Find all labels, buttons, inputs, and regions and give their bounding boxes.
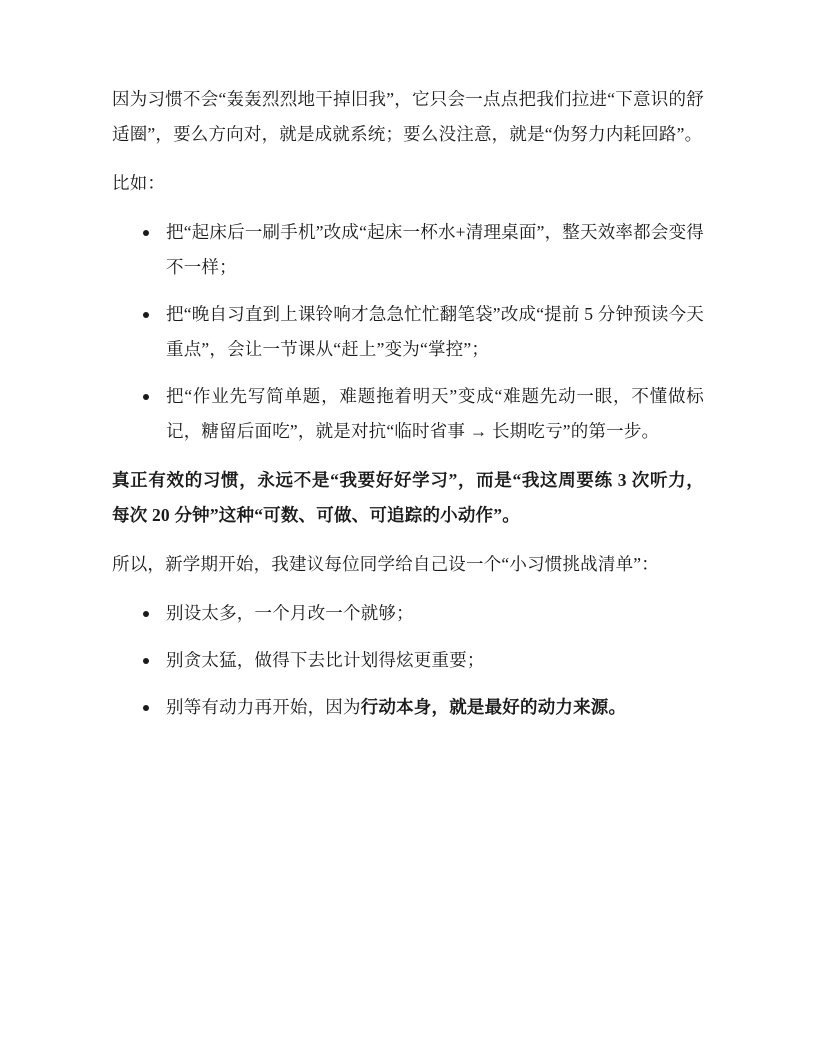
list-item: 别设太多，一个月改一个就够； xyxy=(112,596,704,631)
document-body xyxy=(112,82,704,739)
paragraph-emphasis: 真正有效的习惯，永远不是“我要好好学习”，而是“我这周要练 3 次听力，每次 20 分钟”这种“可数、可做、可追踪的小动作”。 xyxy=(112,470,704,525)
list-item-text: 别等有动力再开始，因为 xyxy=(166,697,361,717)
list-item: 把“作业先写简单题，难题拖着明天”变成“难题先动一眼，不懂做标记，糖留后面吃”，就是对抗“临时省事 → 长期吃亏”的第一步。 xyxy=(112,379,704,449)
list-item-mixed xyxy=(112,690,704,725)
paragraph-1: 因为习惯不会“轰轰烈烈地干掉旧我”，它只会一点点把我们拉进“下意识的舒适圈”，要么方向对，就是成就系统；要么没注意，就是“伪努力内耗回路”。 xyxy=(112,89,704,144)
paragraph-2: 比如： xyxy=(112,173,166,193)
bullet-list-2 xyxy=(112,596,704,725)
list-item: 把“晚自习直到上课铃响才急急忙忙翻笔袋”改成“提前 5 分钟预读今天重点”，会让一节课从“赶上”变为“掌控”； xyxy=(112,297,704,367)
list-item: 把“起床后一刷手机”改成“起床一杯水+清理桌面”，整天效率都会变得不一样； xyxy=(112,215,704,285)
bullet-list-1 xyxy=(112,215,704,449)
paragraph-3: 所以，新学期开始，我建议每位同学给自己设一个“小习惯挑战清单”： xyxy=(112,554,659,574)
list-item: 别贪太猛，做得下去比计划得炫更重要； xyxy=(112,643,704,678)
list-item-bold-tail: 行动本身，就是最好的动力来源。 xyxy=(360,697,627,717)
